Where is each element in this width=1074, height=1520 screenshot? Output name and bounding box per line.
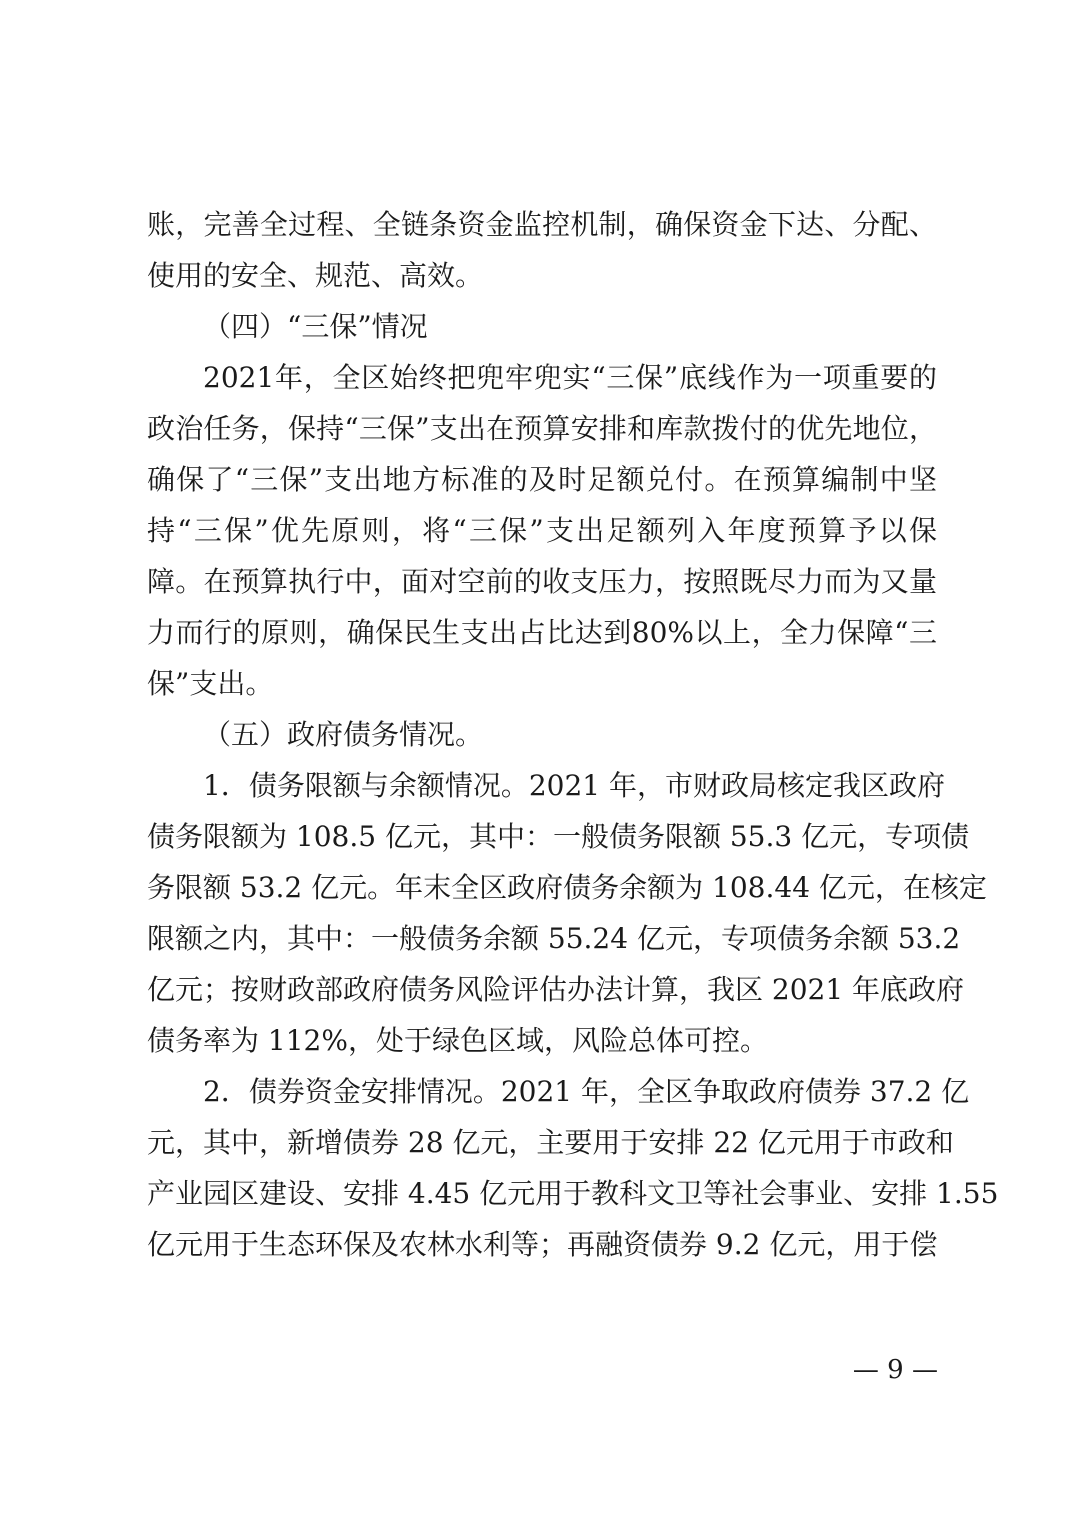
body-text-line: 限额之内，其中：一般债务余额 55.24 亿元，专项债务余额 53.2 (147, 922, 961, 955)
body-text-line: 使用的安全、规范、高效。 (147, 259, 484, 292)
page-number: — 9 — (852, 1355, 938, 1385)
body-text-line: 1．债务限额与余额情况。2021 年，市财政局核定我区政府 (203, 769, 945, 802)
body-text-line: 障。在预算执行中，面对空前的收支压力，按照既尽力而为又量 (147, 565, 937, 598)
body-text-line: 账，完善全过程、全链条资金监控机制，确保资金下达、分配、 (147, 208, 937, 241)
body-text-line: 确保了“三保”支出地方标准的及时足额兑付。在预算编制中坚 (147, 463, 937, 496)
body-text-line: 亿元；按财政部政府债务风险评估办法计算，我区 2021 年底政府 (147, 973, 965, 1006)
section-heading: （四）“三保”情况 (203, 310, 428, 343)
body-text-line: 元，其中，新增债券 28 亿元，主要用于安排 22 亿元用于市政和 (147, 1126, 954, 1159)
body-text-line: 政治任务，保持“三保”支出在预算安排和库款拨付的优先地位， (147, 412, 937, 445)
body-text-line: 亿元用于生态环保及农林水利等；再融资债券 9.2 亿元，用于偿 (147, 1228, 938, 1261)
body-text-line: 2．债券资金安排情况。2021 年，全区争取政府债券 37.2 亿 (203, 1075, 970, 1108)
body-text-line: 债务率为 112%，处于绿色区域，风险总体可控。 (147, 1024, 768, 1057)
section-heading: （五）政府债务情况。 (203, 718, 484, 751)
body-text-line: 务限额 53.2 亿元。年末全区政府债务余额为 108.44 亿元，在核定 (147, 871, 987, 904)
body-text-line: 力而行的原则，确保民生支出占比达到80%以上，全力保障“三 (147, 616, 937, 649)
body-text-line: 产业园区建设、安排 4.45 亿元用于教科文卫等社会事业、安排 1.55 (147, 1177, 999, 1210)
body-text-line: 债务限额为 108.5 亿元，其中：一般债务限额 55.3 亿元，专项债 (147, 820, 970, 853)
body-text-line: 持“三保”优先原则，将“三保”支出足额列入年度预算予以保 (147, 514, 937, 547)
body-text-line: 保”支出。 (147, 667, 274, 700)
body-text-line: 2021年，全区始终把兜牢兜实“三保”底线作为一项重要的 (203, 361, 937, 394)
